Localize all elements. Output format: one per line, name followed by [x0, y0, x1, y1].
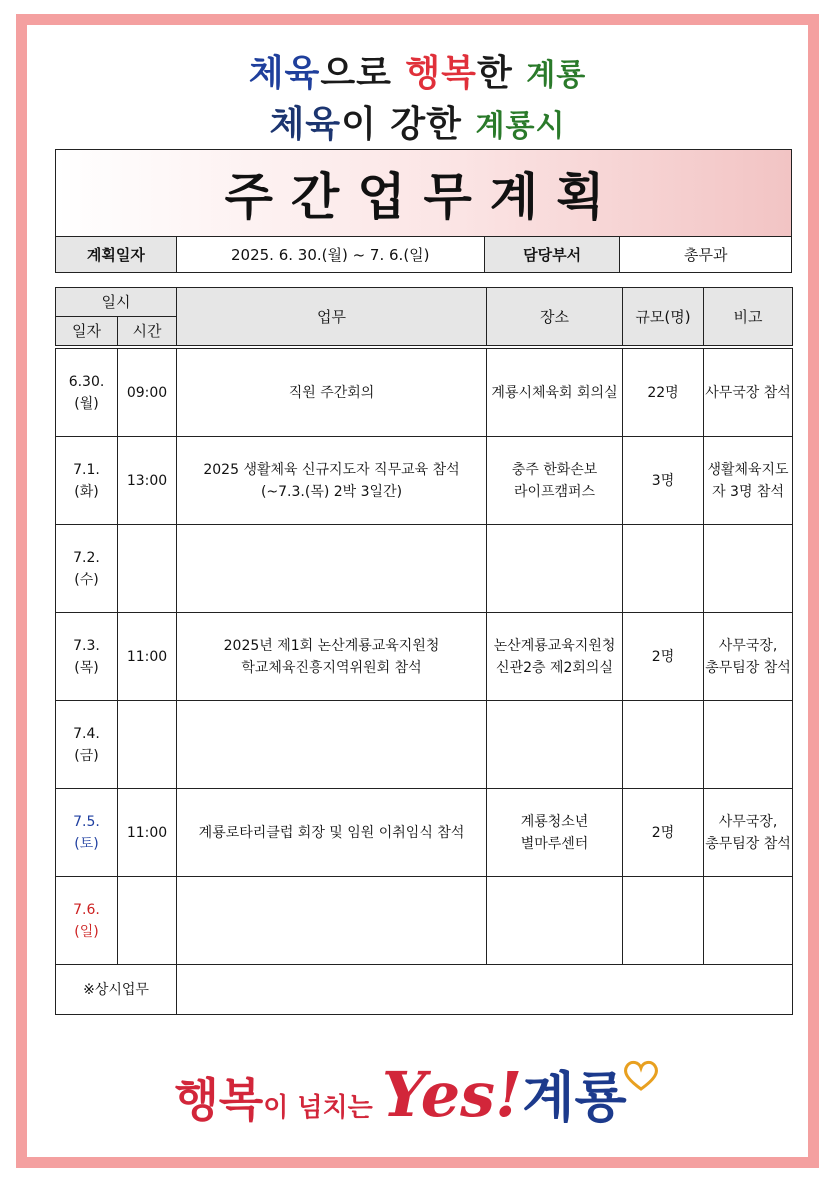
task-cell	[177, 877, 487, 965]
task-line: 2025 생활체육 신규지도자 직무교육 참석	[203, 461, 460, 478]
logo-word: Yes!	[381, 1058, 523, 1131]
task-line: 계룡로타리클럽 회장 및 임원 이취임식 참석	[198, 824, 465, 841]
date-text: 7.6.	[73, 901, 100, 918]
header-place: 장소	[487, 288, 623, 346]
remark-line: 총무팀장 참석	[705, 835, 791, 852]
place-cell	[487, 701, 623, 789]
date-text: 7.1.	[73, 461, 100, 478]
info-row	[55, 237, 792, 273]
task-cell	[177, 437, 487, 525]
task-line: 2025년 제1회 논산계룡교육지원청	[223, 637, 440, 654]
weekday-text: (토)	[74, 835, 99, 852]
task-cell	[177, 613, 487, 701]
slogan-line-1	[27, 49, 808, 100]
header-date: 일자	[56, 317, 118, 346]
table-row	[56, 877, 793, 965]
header-task: 업무	[177, 288, 487, 346]
routine-row	[56, 965, 793, 1015]
date-text: 7.5.	[73, 813, 100, 830]
remark-cell	[704, 437, 793, 525]
weekday-text: (목)	[74, 659, 99, 676]
remark-cell	[704, 525, 793, 613]
date-text: 7.2.	[73, 549, 100, 566]
task-cell	[177, 349, 487, 437]
date-text: 7.4.	[73, 725, 100, 742]
scale-cell: 22명	[623, 349, 704, 437]
slogan-word: 으로	[320, 52, 406, 94]
remark-line: 생활체육지도	[707, 461, 789, 478]
task-line: 직원 주간회의	[288, 384, 375, 401]
date-text: 6.30.	[68, 373, 105, 390]
logo-word: 이 넘치는	[263, 1093, 382, 1123]
dept-value: 총무과	[683, 246, 728, 264]
time-cell: 09:00	[118, 349, 177, 437]
time-cell: 11:00	[118, 613, 177, 701]
page-frame	[16, 14, 819, 1168]
place-cell	[487, 349, 623, 437]
date-cell	[56, 613, 118, 701]
weekday-text: (화)	[74, 483, 99, 500]
remark-line: 사무국장 참석	[705, 384, 791, 401]
table-row	[56, 701, 793, 789]
weekday-text: (일)	[74, 923, 99, 940]
plan-date-label: 계획일자	[56, 237, 177, 272]
slogan-word: 계룡	[526, 58, 587, 93]
weekday-text: (수)	[74, 571, 99, 588]
place-cell	[487, 877, 623, 965]
table-row	[56, 437, 793, 525]
header-time: 시간	[118, 317, 177, 346]
heart-icon	[621, 1059, 661, 1097]
scale-cell: 2명	[623, 789, 704, 877]
table-row	[56, 525, 793, 613]
place-line: 신관2층 제2회의실	[496, 659, 613, 676]
time-cell	[118, 877, 177, 965]
title-box	[55, 149, 792, 237]
scale-cell: 3명	[623, 437, 704, 525]
place-line: 논산계룡교육지원청	[493, 637, 616, 654]
place-cell	[487, 613, 623, 701]
remark-line: 자 3명 참석	[712, 483, 784, 500]
place-line: 계룡시체육회 회의실	[491, 384, 618, 401]
logo-word: 계룡	[522, 1065, 627, 1129]
table-row	[56, 613, 793, 701]
date-cell	[56, 789, 118, 877]
task-cell	[177, 525, 487, 613]
routine-value	[177, 965, 793, 1015]
weekday-text: (월)	[74, 395, 99, 412]
table-row	[56, 789, 793, 877]
time-cell	[118, 525, 177, 613]
header-datetime: 일시	[56, 288, 177, 317]
slogan-line-2	[27, 100, 808, 151]
place-line: 별마루센터	[520, 835, 589, 852]
task-line: 학교체육진흥지역위원회 참석	[241, 659, 422, 676]
logo-word: 행복	[174, 1073, 264, 1127]
task-cell	[177, 701, 487, 789]
routine-label: ※상시업무	[56, 965, 177, 1015]
place-cell	[487, 437, 623, 525]
scale-cell	[623, 701, 704, 789]
remark-line: 총무팀장 참석	[705, 659, 791, 676]
weekday-text: (금)	[74, 747, 99, 764]
date-cell	[56, 525, 118, 613]
place-line: 라이프캠퍼스	[513, 483, 596, 500]
scale-cell: 2명	[623, 613, 704, 701]
place-cell	[487, 525, 623, 613]
plan-date-value: 2025. 6. 30.(월) ~ 7. 6.(일)	[177, 237, 485, 272]
place-line: 계룡청소년	[520, 813, 589, 830]
slogan-word: 이 강한	[341, 103, 476, 145]
table-row	[56, 349, 793, 437]
remark-line: 사무국장,	[718, 813, 778, 830]
table-header-row	[56, 288, 793, 317]
bottom-logo	[27, 1055, 808, 1132]
dept-label: 담당부서	[485, 237, 621, 272]
slogan-word: 체육	[269, 103, 342, 145]
slogan-word: 한	[476, 52, 527, 94]
schedule-table	[55, 287, 793, 1015]
header-scale: 규모(명)	[623, 288, 704, 346]
time-cell: 13:00	[118, 437, 177, 525]
slogan-word: 계룡시	[475, 109, 566, 144]
time-cell: 11:00	[118, 789, 177, 877]
date-cell	[56, 877, 118, 965]
time-cell	[118, 701, 177, 789]
slogan-word: 체육	[248, 52, 321, 94]
date-cell	[56, 701, 118, 789]
date-cell	[56, 349, 118, 437]
date-text: 7.3.	[73, 637, 100, 654]
page-title: 주간업무계획	[224, 168, 623, 226]
remark-line: 사무국장,	[718, 637, 778, 654]
slogan-word: 행복	[405, 52, 477, 94]
header-remark: 비고	[704, 288, 793, 346]
place-cell	[487, 789, 623, 877]
remark-cell	[704, 349, 793, 437]
task-cell	[177, 789, 487, 877]
place-line: 충주 한화손보	[511, 461, 598, 478]
date-cell	[56, 437, 118, 525]
scale-cell	[623, 877, 704, 965]
task-line: (~7.3.(목) 2박 3일간)	[260, 483, 403, 500]
remark-cell	[704, 789, 793, 877]
slogan	[27, 49, 808, 151]
scale-cell	[623, 525, 704, 613]
remark-cell	[704, 613, 793, 701]
remark-cell	[704, 701, 793, 789]
remark-cell	[704, 877, 793, 965]
